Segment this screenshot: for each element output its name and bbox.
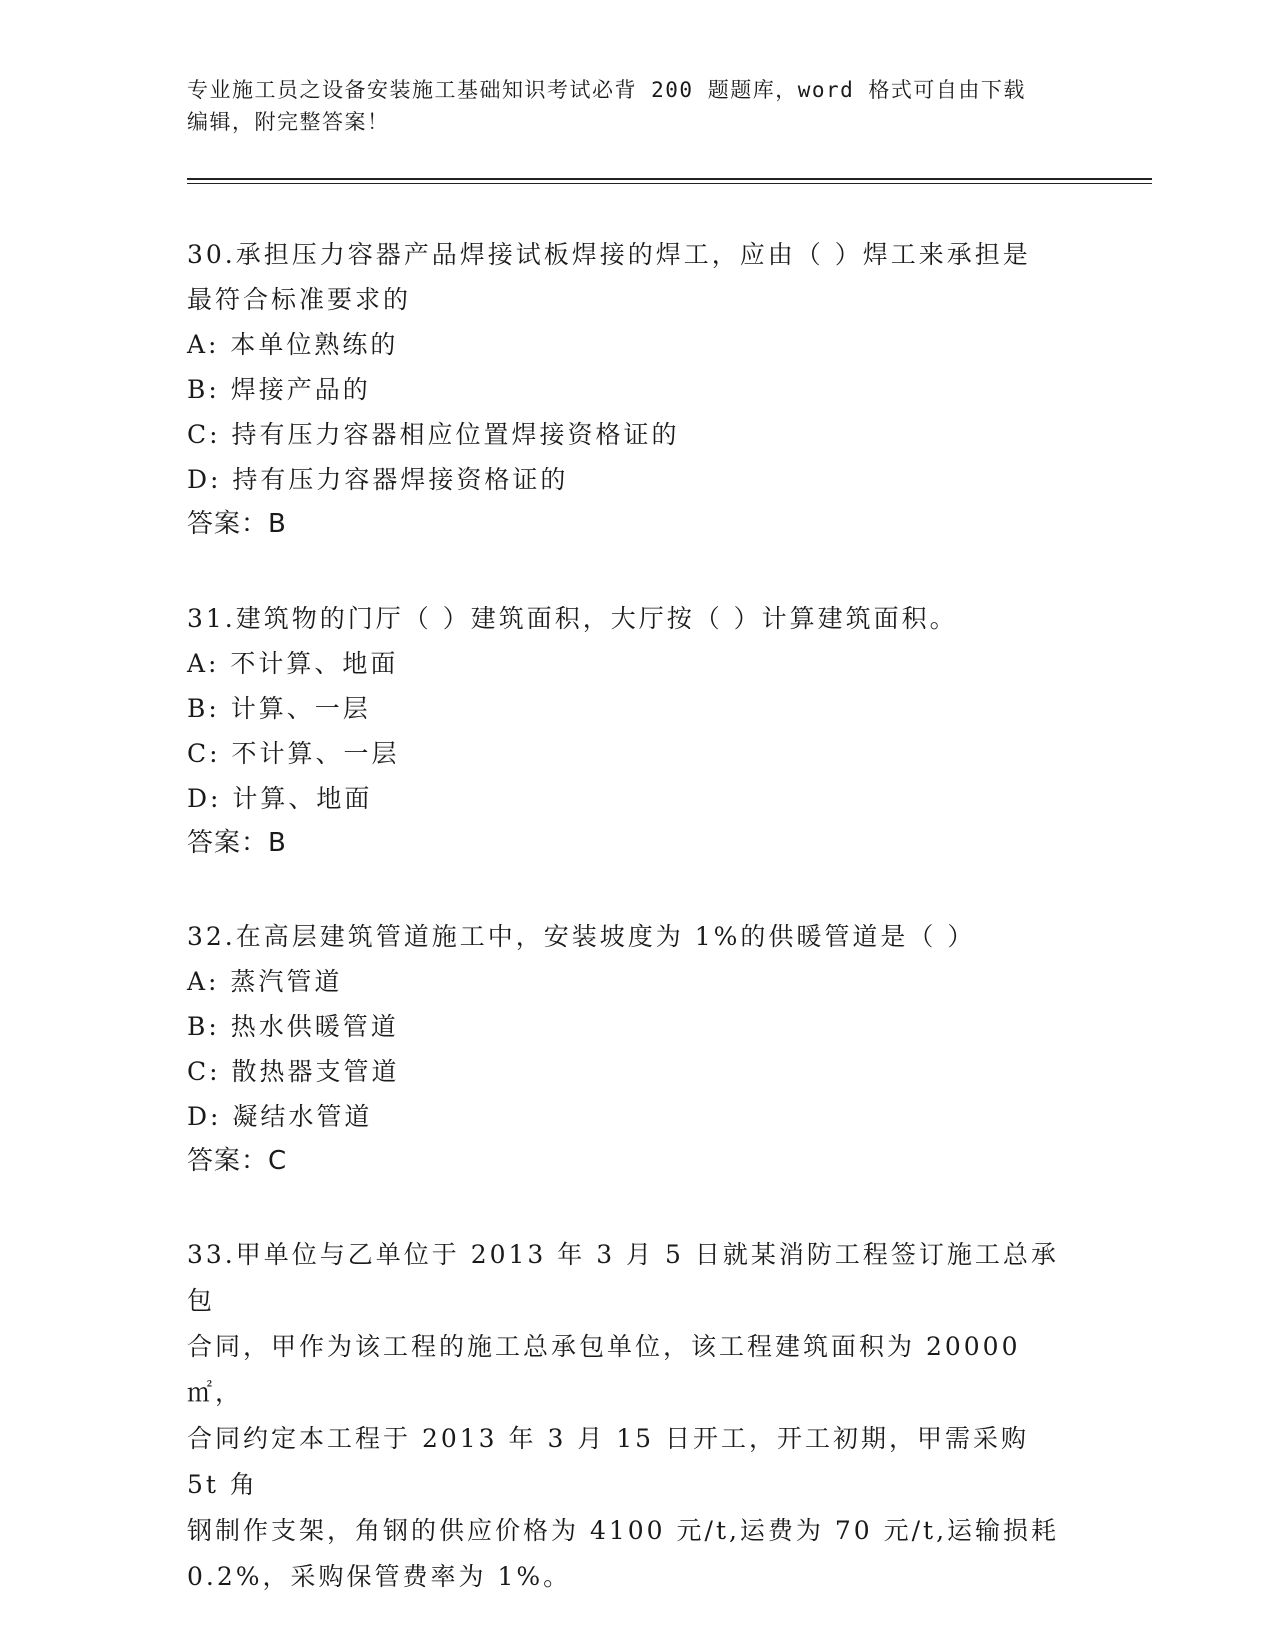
option-c: C: 散热器支管道 <box>187 1057 400 1086</box>
question-32 <box>187 914 1067 1184</box>
answer: 答案：C <box>187 1146 288 1176</box>
question-text-line: 32.在高层建筑管道施工中，安装坡度为 1%的供暖管道是（ ） <box>187 922 976 951</box>
question-text-line: 最符合标准要求的 <box>187 285 412 314</box>
option-a: A: 蒸汽管道 <box>187 967 343 996</box>
question-text-line: 31.建筑物的门厅（ ）建筑面积，大厅按（ ）计算建筑面积。 <box>187 604 958 633</box>
option-b: B: 计算、一层 <box>187 694 371 723</box>
option-b: B: 热水供暖管道 <box>187 1012 399 1041</box>
option-b: B: 焊接产品的 <box>187 375 371 404</box>
header-line-1: 专业施工员之设备安装施工基础知识考试必背 200 题题库，word 格式可自由下载 <box>187 78 1026 102</box>
question-31 <box>187 596 1067 866</box>
answer: 答案：B <box>187 509 287 539</box>
header-divider-thick <box>187 178 1152 180</box>
question-text-line: 合同约定本工程于 2013 年 3 月 15 日开工，开工初期，甲需采购 5t 角 <box>187 1424 1030 1499</box>
option-a: A: 不计算、地面 <box>187 649 399 678</box>
header-line-2: 编辑，附完整答案！ <box>187 110 390 134</box>
question-text-line: 0.2%，采购保管费率为 1%。 <box>187 1562 572 1591</box>
option-d: D: 计算、地面 <box>187 784 373 813</box>
answer: 答案：B <box>187 828 287 858</box>
question-30 <box>187 232 1067 547</box>
option-d: D: 凝结水管道 <box>187 1102 373 1131</box>
question-text-line: 30.承担压力容器产品焊接试板焊接的焊工，应由（ ）焊工来承担是 <box>187 240 1031 269</box>
question-text-line: 33.甲单位与乙单位于 2013 年 3 月 5 日就某消防工程签订施工总承包 <box>187 1240 1059 1315</box>
option-d: D: 持有压力容器焊接资格证的 <box>187 465 569 494</box>
question-text-line: 钢制作支架，角钢的供应价格为 4100 元/t,运费为 70 元/t,运输损耗 <box>187 1516 1060 1545</box>
question-33 <box>187 1232 1067 1600</box>
document-header <box>187 74 1067 138</box>
question-text-line: 合同，甲作为该工程的施工总承包单位，该工程建筑面积为 20000㎡， <box>187 1332 1021 1407</box>
option-c: C: 不计算、一层 <box>187 739 400 768</box>
option-a: A: 本单位熟练的 <box>187 330 399 359</box>
header-divider-thin <box>187 183 1152 184</box>
option-c: C: 持有压力容器相应位置焊接资格证的 <box>187 420 680 449</box>
